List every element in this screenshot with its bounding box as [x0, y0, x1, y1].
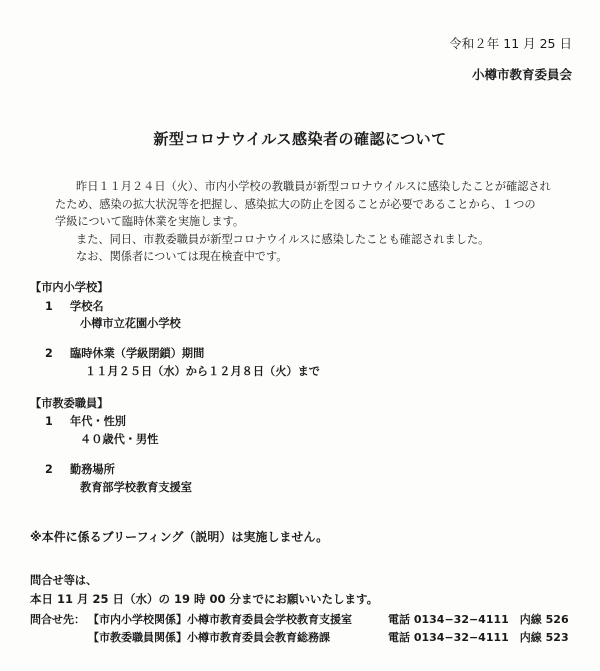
body-paragraph-line: たため、感染の拡大状況等を把握し、感染拡大の防止を図ることが必要であることから、１つの — [55, 198, 536, 211]
document-title: 新型コロナウイルス感染者の確認について — [153, 130, 447, 148]
contact-lead: 問合せ等は、 — [30, 574, 98, 587]
body-paragraph-line: また、同日、市教委職員が新型コロナウイルスに感染したことも確認されました。 — [76, 233, 490, 246]
item-number: 1 — [45, 300, 53, 313]
contact-deadline: 本日 11 月 25 日（水）の 19 時 00 分までにお願いいたします。 — [30, 592, 379, 606]
item-number: 2 — [45, 463, 53, 476]
contact-department: 【市内小学校関係】小樽市教育委員会学校教育支援室 — [88, 613, 352, 626]
briefing-note: ※本件に係るブリーフィング（説明）は実施しません。 — [30, 530, 329, 544]
contact-label: 問合せ先： — [30, 613, 85, 626]
item-value: 小樽市立花園小学校 — [80, 317, 181, 330]
section-heading-staff: 【市教委職員】 — [30, 397, 109, 410]
body-paragraph-line: 昨日１１月２４日（火）、市内小学校の教職員が新型コロナウイルスに感染したことが確認され — [76, 180, 551, 193]
item-value: 教育部学校教育支援室 — [80, 481, 192, 494]
item-number: 1 — [45, 415, 53, 428]
body-paragraph-line: なお、関係者については現在検査中です。 — [76, 250, 288, 263]
issuing-organization: 小樽市教育委員会 — [471, 67, 572, 82]
item-label: 勤務場所 — [70, 463, 115, 476]
item-label: 学校名 — [70, 300, 104, 313]
contact-department: 【市教委職員関係】小樽市教育委員会教育総務課 — [88, 631, 330, 644]
contact-phone: 電話 0134−32−4111 内線 526 — [388, 613, 569, 626]
item-label: 臨時休業（学級閉鎖）期間 — [70, 347, 205, 360]
item-number: 2 — [45, 347, 53, 360]
contact-phone: 電話 0134−32−4111 内線 523 — [388, 631, 569, 644]
item-value: １１月２５日（水）から１２月８日（火）まで — [85, 365, 320, 378]
section-heading-school: 【市内小学校】 — [30, 281, 109, 294]
document-date: 令和２年 11 月 25 日 — [449, 36, 572, 51]
body-paragraph-line: 学級について臨時休業を実施します。 — [55, 215, 245, 228]
item-value: ４０歳代・男性 — [80, 433, 159, 446]
item-label: 年代・性別 — [70, 415, 126, 428]
